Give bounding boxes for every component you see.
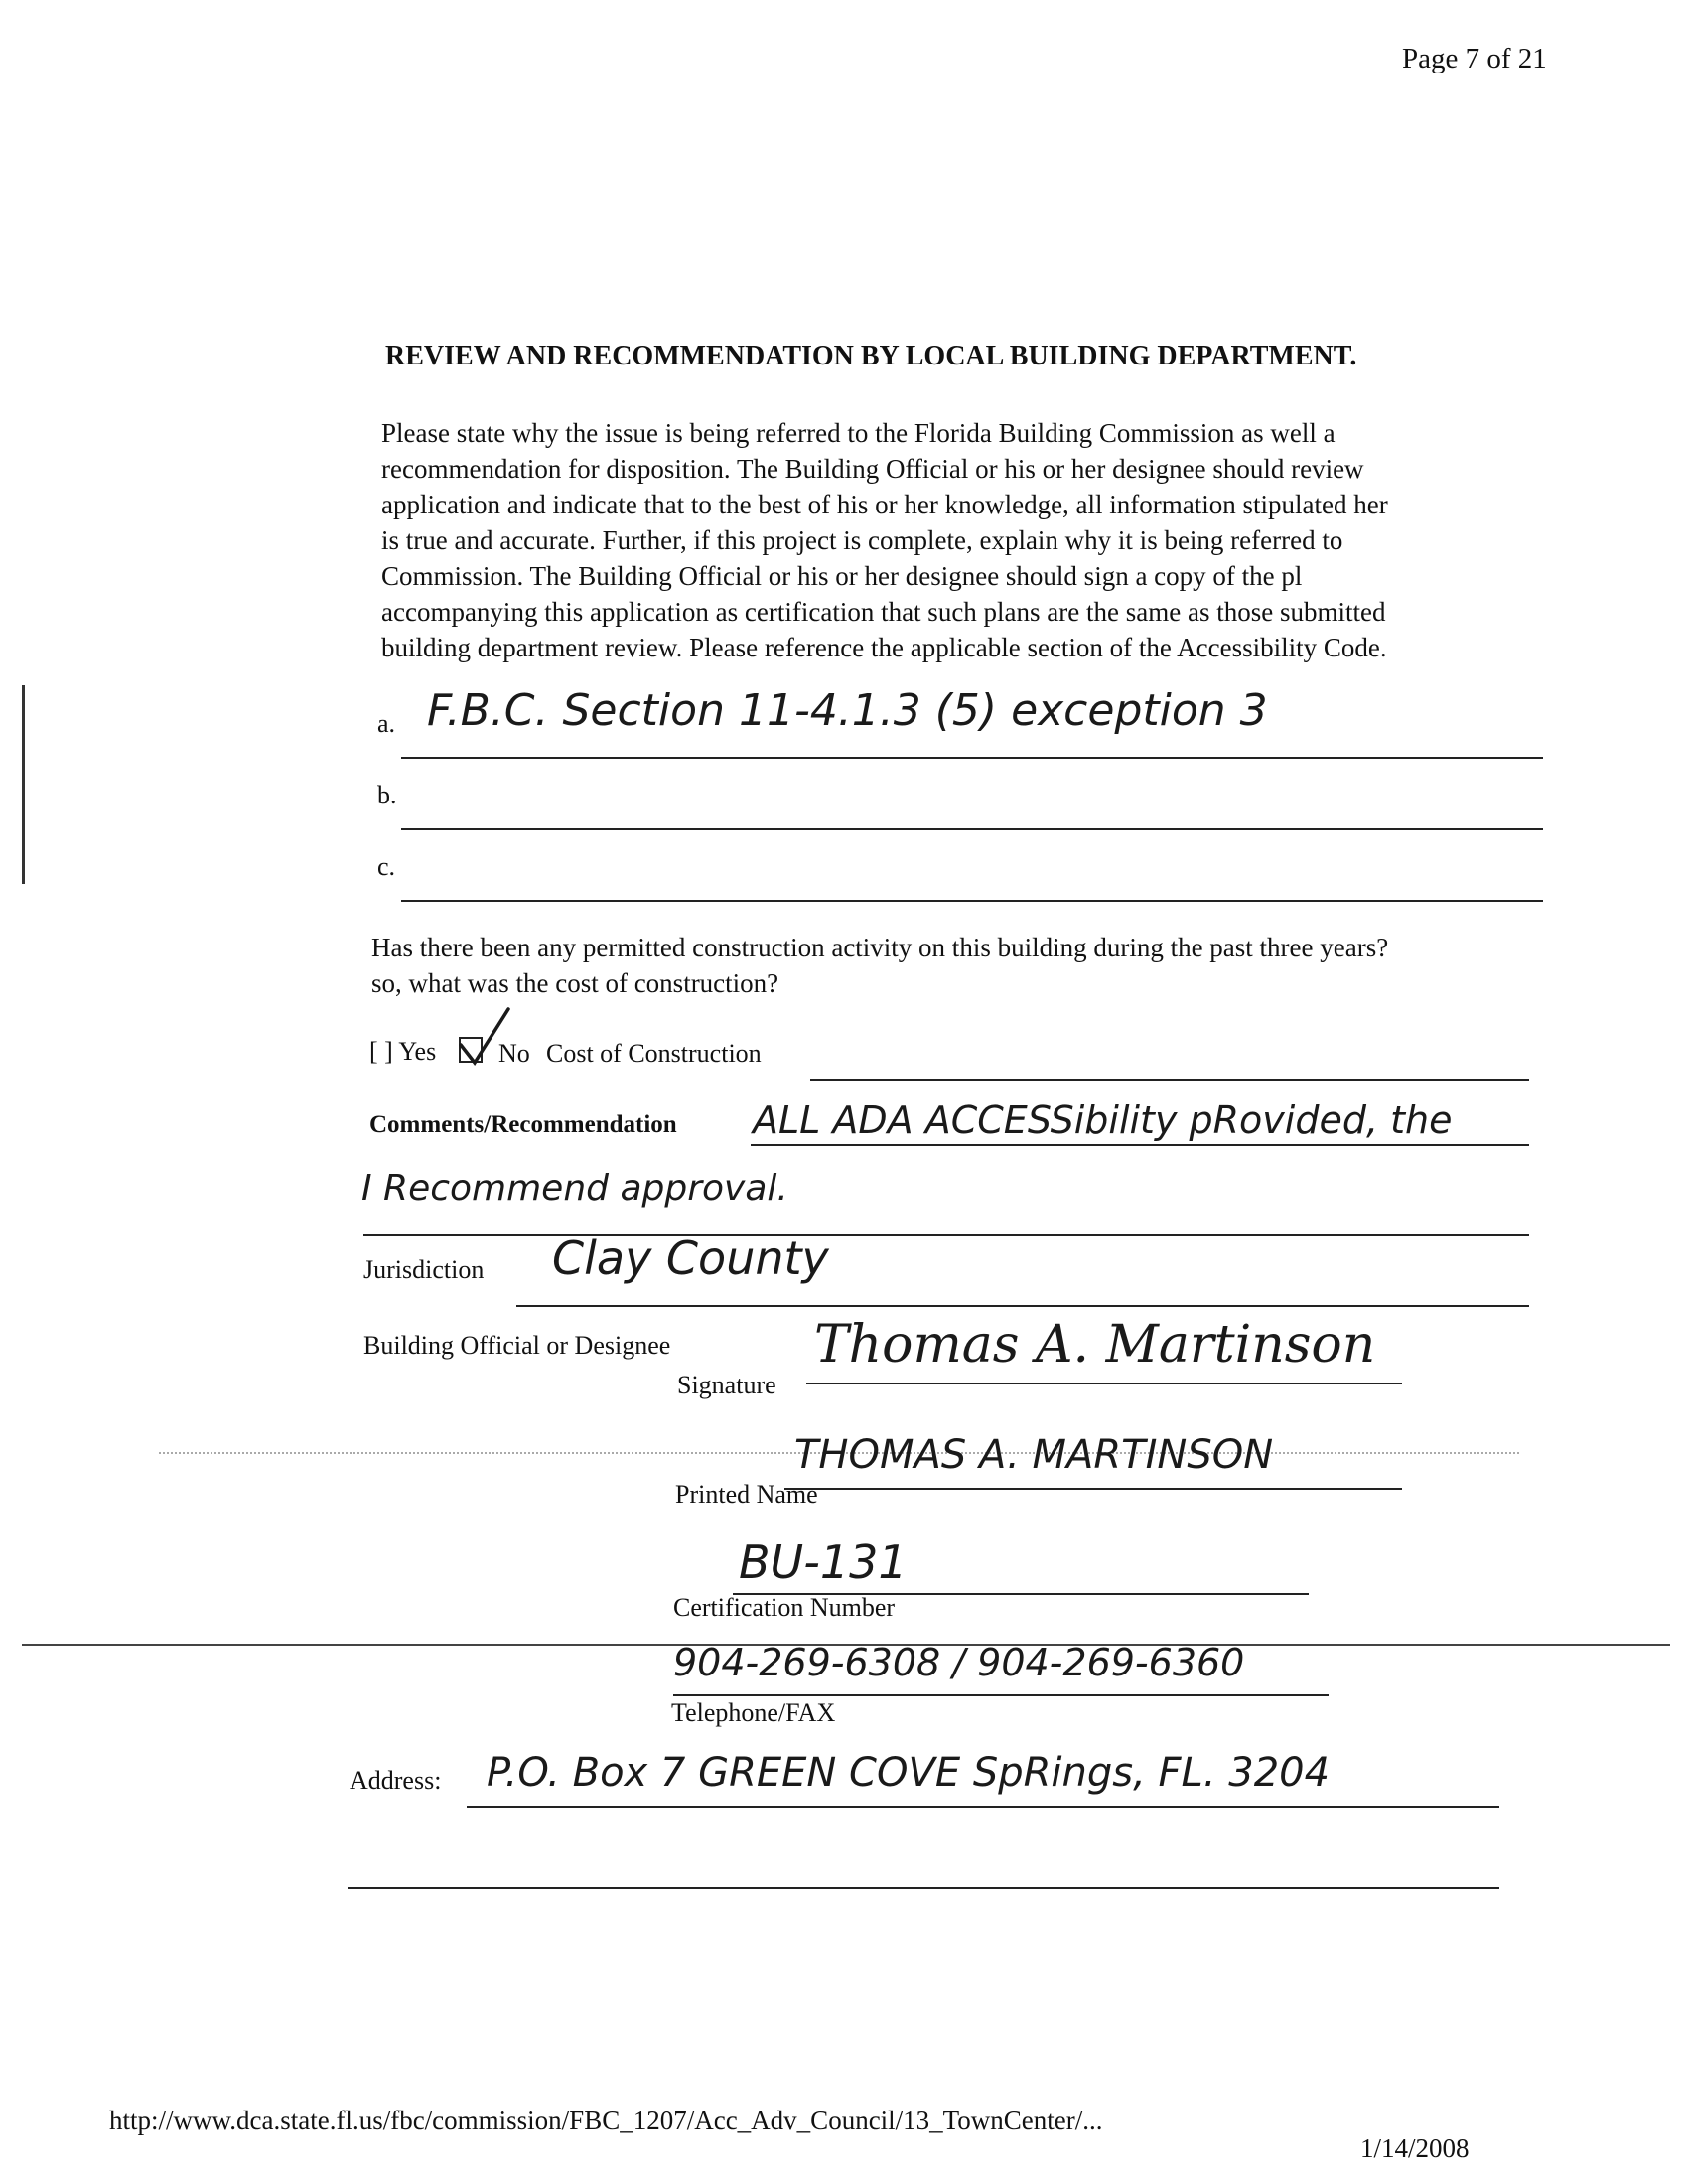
official-label: Building Official or Designee	[363, 1331, 671, 1360]
jurisdiction-label: Jurisdiction	[363, 1255, 485, 1284]
cost-label: Cost of Construction	[546, 1039, 762, 1068]
item-c-line	[401, 900, 1543, 902]
printed-name-label: Printed Name	[675, 1480, 818, 1509]
item-a-line	[401, 757, 1543, 759]
comments-line-1[interactable]: ALL ADA ACCESSibility pRovided, the	[753, 1098, 1453, 1142]
cost-line	[810, 1079, 1529, 1081]
instruction-line: is true and accurate. Further, if this project is complete, explain why it is being referred to	[381, 525, 1343, 555]
signature-line	[806, 1383, 1402, 1384]
item-b-letter: b.	[377, 781, 397, 809]
section-heading: REVIEW AND RECOMMENDATION BY LOCAL BUILDING DEPARTMENT.	[385, 341, 1357, 371]
address-line-1	[467, 1806, 1499, 1808]
question-line: so, what was the cost of construction?	[371, 968, 779, 998]
address-label: Address:	[350, 1766, 442, 1795]
item-c-letter: c.	[377, 852, 396, 881]
comments-rule-1	[751, 1144, 1529, 1146]
phone-label: Telephone/FAX	[671, 1698, 836, 1727]
instruction-line: Please state why the issue is being referred to the Florida Building Commission as well a	[381, 418, 1336, 448]
footer-date: 1/14/2008	[1360, 2133, 1470, 2163]
no-label: No	[498, 1039, 530, 1068]
phone-value[interactable]: 904-269-6308 / 904-269-6360	[673, 1641, 1245, 1684]
printed-name-value[interactable]: THOMAS A. MARTINSON	[794, 1432, 1274, 1478]
printed-name-line	[784, 1488, 1402, 1490]
yes-checkbox[interactable]: [ ] Yes	[369, 1037, 437, 1066]
phone-line	[673, 1694, 1329, 1696]
item-b-line	[401, 828, 1543, 830]
scan-edge-mark	[22, 685, 25, 884]
instruction-line: application and indicate that to the best of his or her knowledge, all information stipulated her	[381, 490, 1388, 519]
comments-line-2[interactable]: I Recommend approval.	[361, 1168, 788, 1209]
question-line: Has there been any permitted construction activity on this building during the past three years?	[371, 933, 1389, 962]
comments-rule-2	[363, 1234, 1529, 1236]
instruction-line: Commission. The Building Official or his or her designee should sign a copy of the pl	[381, 561, 1303, 591]
footer-url[interactable]: http://www.dca.state.fl.us/fbc/commission/FBC_1207/Acc_Adv_Council/13_TownCenter/...	[109, 2106, 1103, 2135]
construction-question	[371, 930, 1553, 1001]
page-number: Page 7 of 21	[1402, 43, 1547, 74]
item-a-value[interactable]: F.B.C. Section 11-4.1.3 (5) exception 3	[427, 685, 1268, 736]
signature-label: Signature	[677, 1371, 776, 1399]
address-line-2	[348, 1887, 1499, 1889]
instruction-line: building department review. Please reference the applicable section of the Accessibility Code.	[381, 633, 1387, 662]
signature-value[interactable]: Thomas A. Martinson	[814, 1315, 1376, 1375]
instructions-paragraph	[381, 415, 1553, 665]
instruction-line: recommendation for disposition. The Building Official or his or her designee should review	[381, 454, 1364, 484]
cert-label: Certification Number	[673, 1593, 896, 1622]
comments-label: Comments/Recommendation	[369, 1111, 677, 1138]
jurisdiction-line	[516, 1305, 1529, 1307]
item-a-letter: a.	[377, 709, 396, 738]
instruction-line: accompanying this application as certification that such plans are the same as those submitted	[381, 597, 1386, 627]
cert-value[interactable]: BU-131	[739, 1535, 908, 1589]
jurisdiction-value[interactable]: Clay County	[552, 1232, 829, 1285]
address-value[interactable]: P.O. Box 7 GREEN COVE SpRings, FL. 3204	[487, 1750, 1331, 1796]
